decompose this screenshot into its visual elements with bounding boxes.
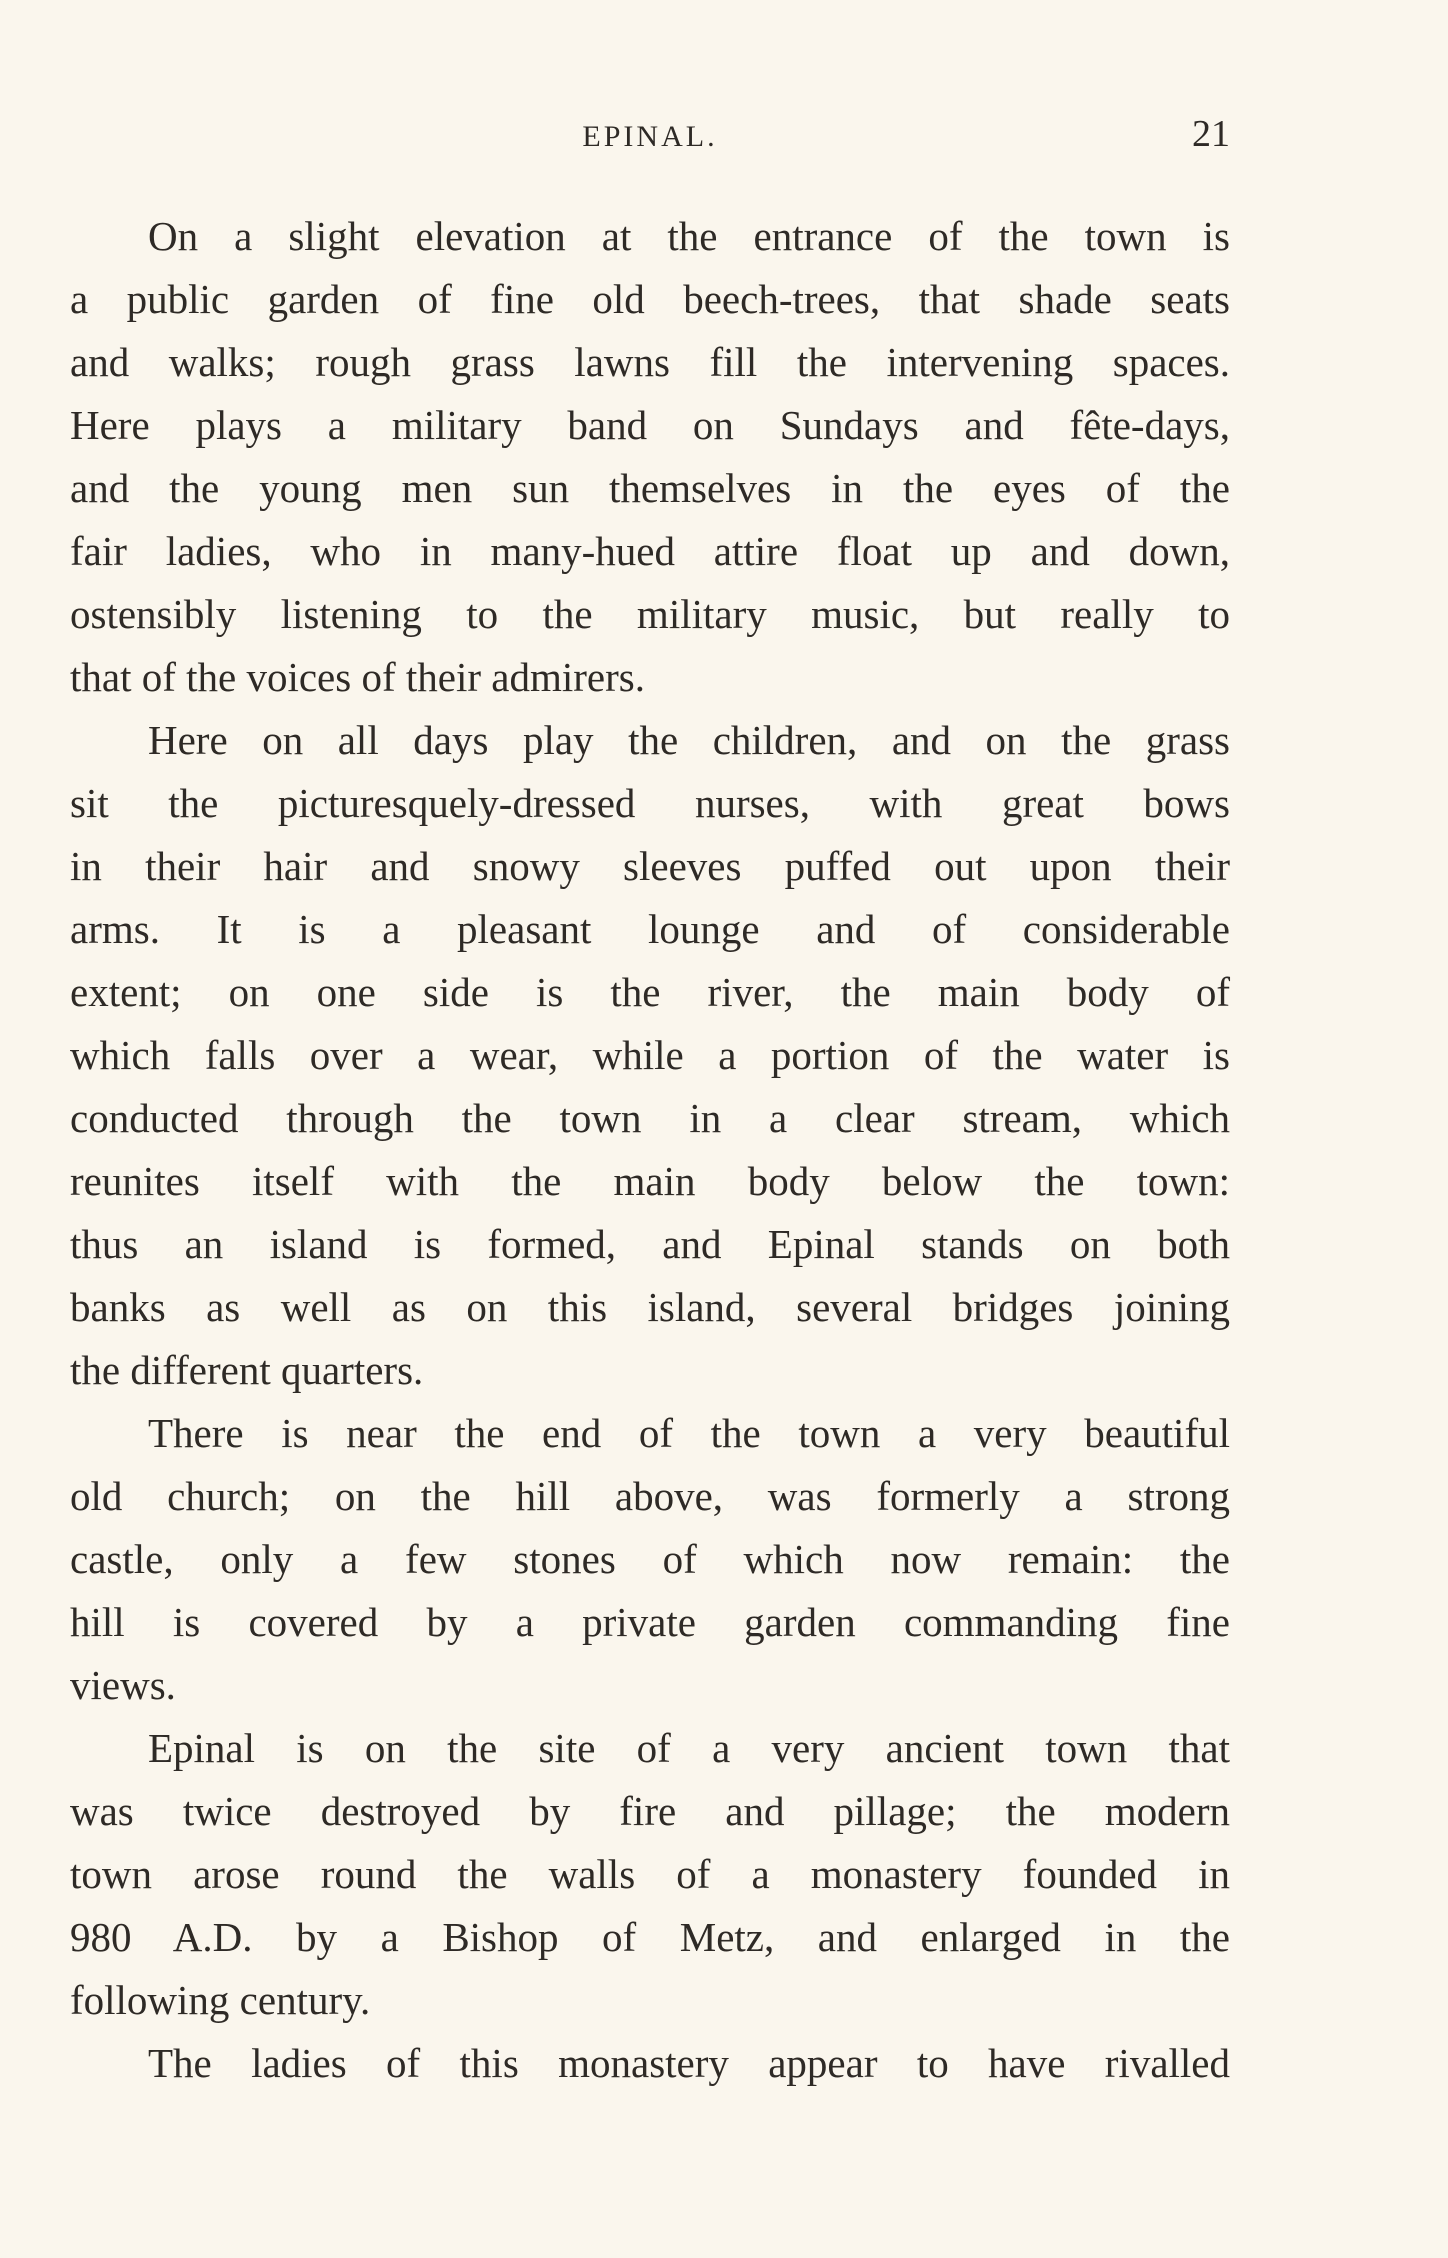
text-line: On a slight elevation at the entrance of the town is <box>148 213 1230 259</box>
text-line: conducted through the town in a clear stream, which <box>70 1095 1230 1141</box>
text-line: and walks; rough grass lawns fill the intervening spaces. <box>70 339 1230 385</box>
text-line: 980 A.D. by a Bishop of Metz, and enlarged in the <box>70 1914 1230 1960</box>
text-line: and the young men sun themselves in the eyes of the <box>70 465 1230 511</box>
text-line: There is near the end of the town a very beautiful <box>148 1410 1230 1456</box>
text-line: ostensibly listening to the military music, but really to <box>70 591 1230 637</box>
body-text <box>70 205 1230 2095</box>
text-line: in their hair and snowy sleeves puffed out upon their <box>70 843 1230 889</box>
text-line: which falls over a wear, while a portion of the water is <box>70 1032 1230 1078</box>
text-line: Here plays a military band on Sundays and fête-days, <box>70 402 1230 448</box>
text-line: arms. It is a pleasant lounge and of considerable <box>70 906 1230 952</box>
text-line: castle, only a few stones of which now remain: the <box>70 1536 1230 1582</box>
text-line: old church; on the hill above, was formerly a strong <box>70 1473 1230 1519</box>
text-line: views. <box>70 1662 176 1708</box>
text-line: banks as well as on this island, several bridges joining <box>70 1284 1230 1330</box>
text-line: the different quarters. <box>70 1347 424 1393</box>
running-head <box>70 112 1230 162</box>
text-line: town arose round the walls of a monastery founded in <box>70 1851 1230 1897</box>
text-line: The ladies of this monastery appear to have rivalled <box>148 2040 1230 2086</box>
text-line: Here on all days play the children, and on the grass <box>148 717 1230 763</box>
text-line: thus an island is formed, and Epinal stands on both <box>70 1221 1230 1267</box>
text-line: was twice destroyed by fire and pillage; the modern <box>70 1788 1230 1834</box>
text-line: reunites itself with the main body below the town: <box>70 1158 1230 1204</box>
running-title: EPINAL. <box>582 120 718 153</box>
text-line: hill is covered by a private garden commanding fine <box>70 1599 1230 1645</box>
text-line: following century. <box>70 1977 371 2023</box>
text-line: extent; on one side is the river, the main body of <box>70 969 1230 1015</box>
text-line: that of the voices of their admirers. <box>70 654 645 700</box>
text-line: fair ladies, who in many-hued attire float up and down, <box>70 528 1230 574</box>
text-line: Epinal is on the site of a very ancient town that <box>148 1725 1230 1771</box>
text-line: a public garden of fine old beech-trees, that shade seats <box>70 276 1230 322</box>
text-line: sit the picturesquely-dressed nurses, with great bows <box>70 780 1230 826</box>
page-number: 21 <box>1192 113 1230 155</box>
